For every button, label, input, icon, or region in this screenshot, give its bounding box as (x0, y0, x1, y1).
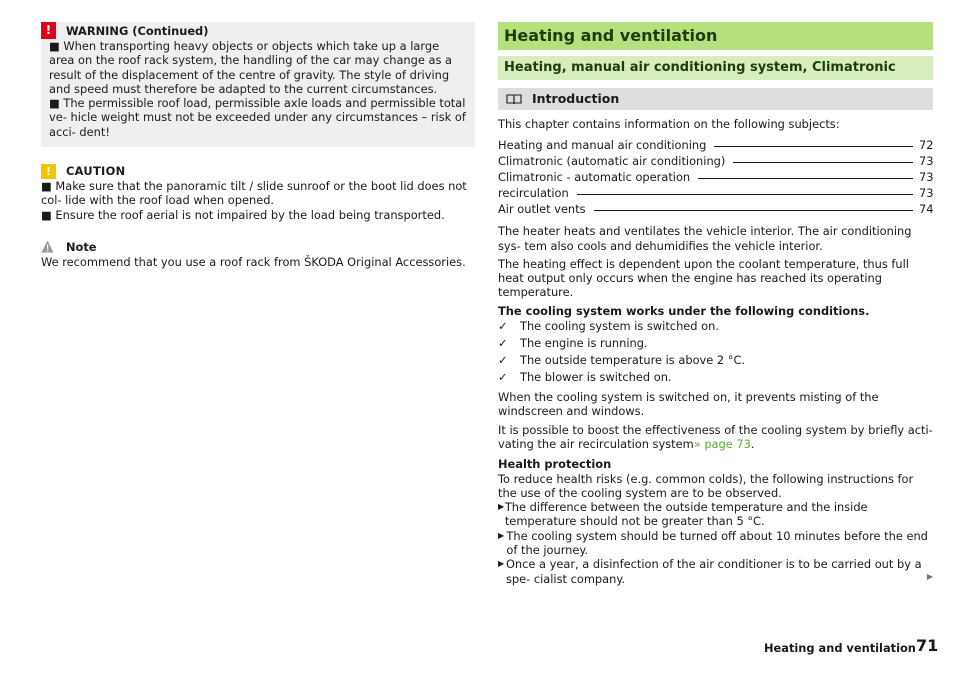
toc-item[interactable] (498, 152, 933, 168)
toc-item[interactable] (498, 136, 933, 152)
page-link[interactable]: » page 73 (693, 436, 751, 451)
warning-icon: ! (41, 22, 56, 39)
toc-item-label: Heating and manual air conditioning (498, 138, 707, 153)
chapter-heading: Heating and ventilation (498, 22, 933, 50)
note-title: Note (66, 239, 97, 254)
toc-item[interactable] (498, 200, 933, 216)
paragraph-end: . (750, 436, 755, 451)
note-header (41, 239, 475, 255)
arrow-right-icon: ▶ (498, 502, 505, 512)
toc-item-page: 73 (919, 170, 934, 185)
list-item-text: The outside temperature is above 2 °C. (520, 353, 746, 368)
paragraph-text: It is possible to boost the effectiveness of the cooling system by briefly acti- vating the air recirculation system (498, 422, 933, 451)
list-item-text: The cooling system is switched on. (520, 319, 719, 334)
list-item-text: The engine is running. (520, 336, 648, 351)
toc-item[interactable] (498, 168, 933, 184)
arrow-right-icon: ▶ (498, 530, 505, 540)
list-item (498, 529, 933, 558)
continue-icon: ▶ (926, 571, 933, 581)
footer-page-number: 71 (916, 636, 939, 655)
list-item (498, 335, 933, 352)
right-column (498, 22, 933, 586)
caution-paragraph: ■ Make sure that the panoramic tilt / slide sunroof or the boot lid does not col- lide with the roof load when opened. (41, 179, 467, 208)
check-icon: ✓ (498, 336, 508, 351)
note-icon (41, 240, 54, 253)
intro-text: This chapter contains information on the following subjects: (498, 117, 840, 131)
list-item-text: The blower is switched on. (520, 370, 672, 385)
health-title: Health protection (498, 457, 612, 472)
caution-title: CAUTION (66, 164, 126, 179)
toc-leader (733, 162, 913, 163)
toc-item-label: Air outlet vents (498, 202, 586, 217)
left-column (41, 22, 475, 269)
toc-item-page: 73 (919, 154, 934, 169)
paragraph: When the cooling system is switched on, it prevents misting of the windscreen and windows. (498, 390, 879, 419)
subsection-title: Introduction (532, 91, 620, 106)
toc-item-page: 72 (919, 138, 934, 153)
warning-header (41, 22, 467, 39)
check-icon: ✓ (498, 353, 508, 368)
warning-box (41, 22, 475, 147)
health-list (498, 500, 933, 586)
caution-header (41, 163, 475, 179)
cooling-conditions-title: The cooling system works under the following conditions. (498, 303, 870, 318)
list-item (498, 369, 933, 386)
check-icon: ✓ (498, 319, 508, 334)
toc-item-label: recirculation (498, 186, 569, 201)
warning-title: WARNING (Continued) (66, 23, 209, 38)
toc-list (498, 136, 933, 216)
list-item (498, 352, 933, 369)
paragraph (498, 423, 933, 452)
caution-icon: ! (41, 164, 56, 179)
warning-paragraph: ■ When transporting heavy objects or objects which take up a large area on the roof rack system, the handling of the car may change as a result of the displacement of the centre of gravity. The style of driving and speed must therefore be adapted to the current circumstances. (49, 39, 453, 96)
health-text: To reduce health risks (e.g. common colds), the following instructions for the use of the cooling system are to be observed. (498, 471, 914, 500)
book-icon (506, 93, 522, 105)
caution-paragraph: ■ Ensure the roof aerial is not impaired by the load being transported. (41, 207, 445, 222)
toc-leader (577, 194, 913, 195)
paragraph: The heater heats and ventilates the vehicle interior. The air conditioning sys- tem also cools and dehumidifies the vehicle interior. (498, 224, 912, 253)
toc-item[interactable] (498, 184, 933, 200)
toc-leader (714, 146, 913, 147)
paragraph: The heating effect is dependent upon the coolant temperature, thus full heat output only occurs when the engine has reached its operating temperature. (498, 256, 909, 300)
note-text: We recommend that you use a roof rack from ŠKODA Original Accessories. (41, 254, 466, 269)
arrow-right-icon: ▶ (498, 559, 505, 569)
toc-leader (698, 178, 913, 179)
list-item (498, 318, 933, 335)
list-item-text: Once a year, a disinfection of the air conditioner is to be carried out by a spe- cialist company. (505, 557, 922, 586)
subsection-heading (498, 88, 933, 110)
footer-section-title: Heating and ventilation (764, 641, 916, 655)
toc-leader (594, 210, 913, 211)
warning-paragraph: ■ The permissible roof load, permissible axle loads and permissible total ve- hicle weight must not be exceeded under any circumstances – risk of acci- dent! (49, 96, 466, 139)
section-heading: Heating, manual air conditioning system, Climatronic (498, 56, 933, 80)
toc-item-label: Climatronic - automatic operation (498, 170, 691, 185)
toc-item-label: Climatronic (automatic air conditioning) (498, 154, 726, 169)
list-item-text: The difference between the outside temperature and the inside temperature should not be greater than 5 °C. (504, 500, 868, 529)
toc-item-page: 74 (919, 202, 934, 217)
list-item (498, 500, 933, 529)
conditions-list (498, 318, 933, 386)
toc-item-page: 73 (919, 186, 934, 201)
list-item (498, 557, 933, 586)
check-icon: ✓ (498, 370, 508, 385)
list-item-text: The cooling system should be turned off about 10 minutes before the end of the journey. (506, 528, 928, 558)
